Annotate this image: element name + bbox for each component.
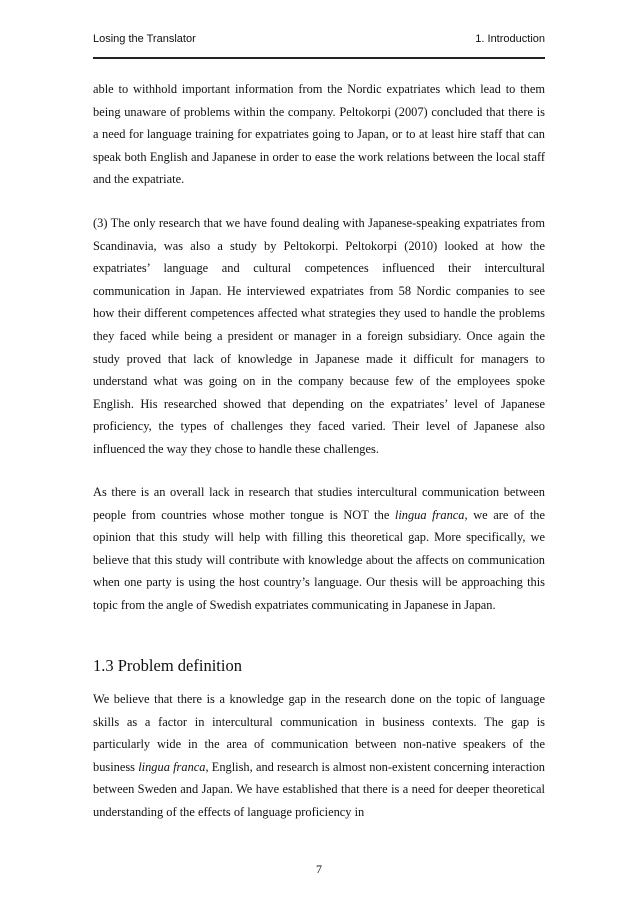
section-heading: 1.3 Problem definition	[93, 656, 242, 675]
paragraph-4-text	[93, 688, 545, 824]
paragraph-4-italic-term: lingua franca	[138, 759, 206, 774]
paragraph-3-text	[93, 481, 545, 617]
paragraph-4-part-c: , English, and research is almost non-existent concerning interaction between Sweden and Japan. We have established that there is a need for deeper theoretical understanding of the effects of language proficiency in	[93, 759, 545, 819]
paragraph-3-part-a: As there is an overall lack in research that studies intercultural communication between people from countries whose mother tongue is NOT the	[93, 485, 545, 522]
paragraph-3	[93, 481, 545, 617]
paragraph-4-part-a: We believe that there is a knowledge gap in the research done on the topic of language skills as a factor in intercultural communication in business contexts. The gap is particularly wide in the area of communication between non-native speakers of the business	[93, 692, 545, 774]
paragraph-1-text: able to withhold important information from the Nordic expatriates which lead to them being unaware of problems within the company. Peltokorpi (2007) concluded that there is a need for language training for expatriates going to Japan, or to at least hire staff that can speak both English and Japanese in order to ease the work relations between the local staff and the expatriate.	[93, 82, 545, 187]
header-document-title: Losing the Translator	[93, 33, 196, 45]
paragraph-1	[93, 78, 545, 191]
header-chapter-title: 1. Introduction	[475, 33, 545, 45]
paragraph-2-text: (3) The only research that we have found dealing with Japanese-speaking expatriates from Scandinavia, was also a study by Peltokorpi. Peltokorpi (2010) looked at how the expatriates’ language and cultural competences influenced their intercultural communication in Japan. He interviewed expatriates from 58 Nordic companies to see how their different competences affected what strategies they used to handle the problems they faced while being a president or manager in a foreign subsidiary. Once again the study proved that lack of knowledge in Japanese made it difficult for managers to understand what was going on in the company because few of the employees spoke English. His researched showed that depending on the expatriates’ level of Japanese proficiency, the types of challenges they faced varied. Their level of Japanese also influenced the way they chose to handle these challenges.	[93, 216, 545, 456]
paragraph-3-italic-term: lingua franca	[394, 507, 465, 522]
paragraph-3-part-c: , we are of the opinion that this study will help with filling this theoretical gap. More specifically, we believe that this study will contribute with knowledge about the affects on communication when one party is using the host country’s language. Our thesis will be approaching this topic from the angle of Swedish expatriates communicating in Japanese in Japan.	[93, 507, 545, 612]
paragraph-4	[93, 688, 545, 824]
header-divider	[93, 57, 545, 59]
page-header	[93, 33, 545, 51]
page-number: 7	[316, 862, 322, 876]
paragraph-2	[93, 212, 545, 461]
